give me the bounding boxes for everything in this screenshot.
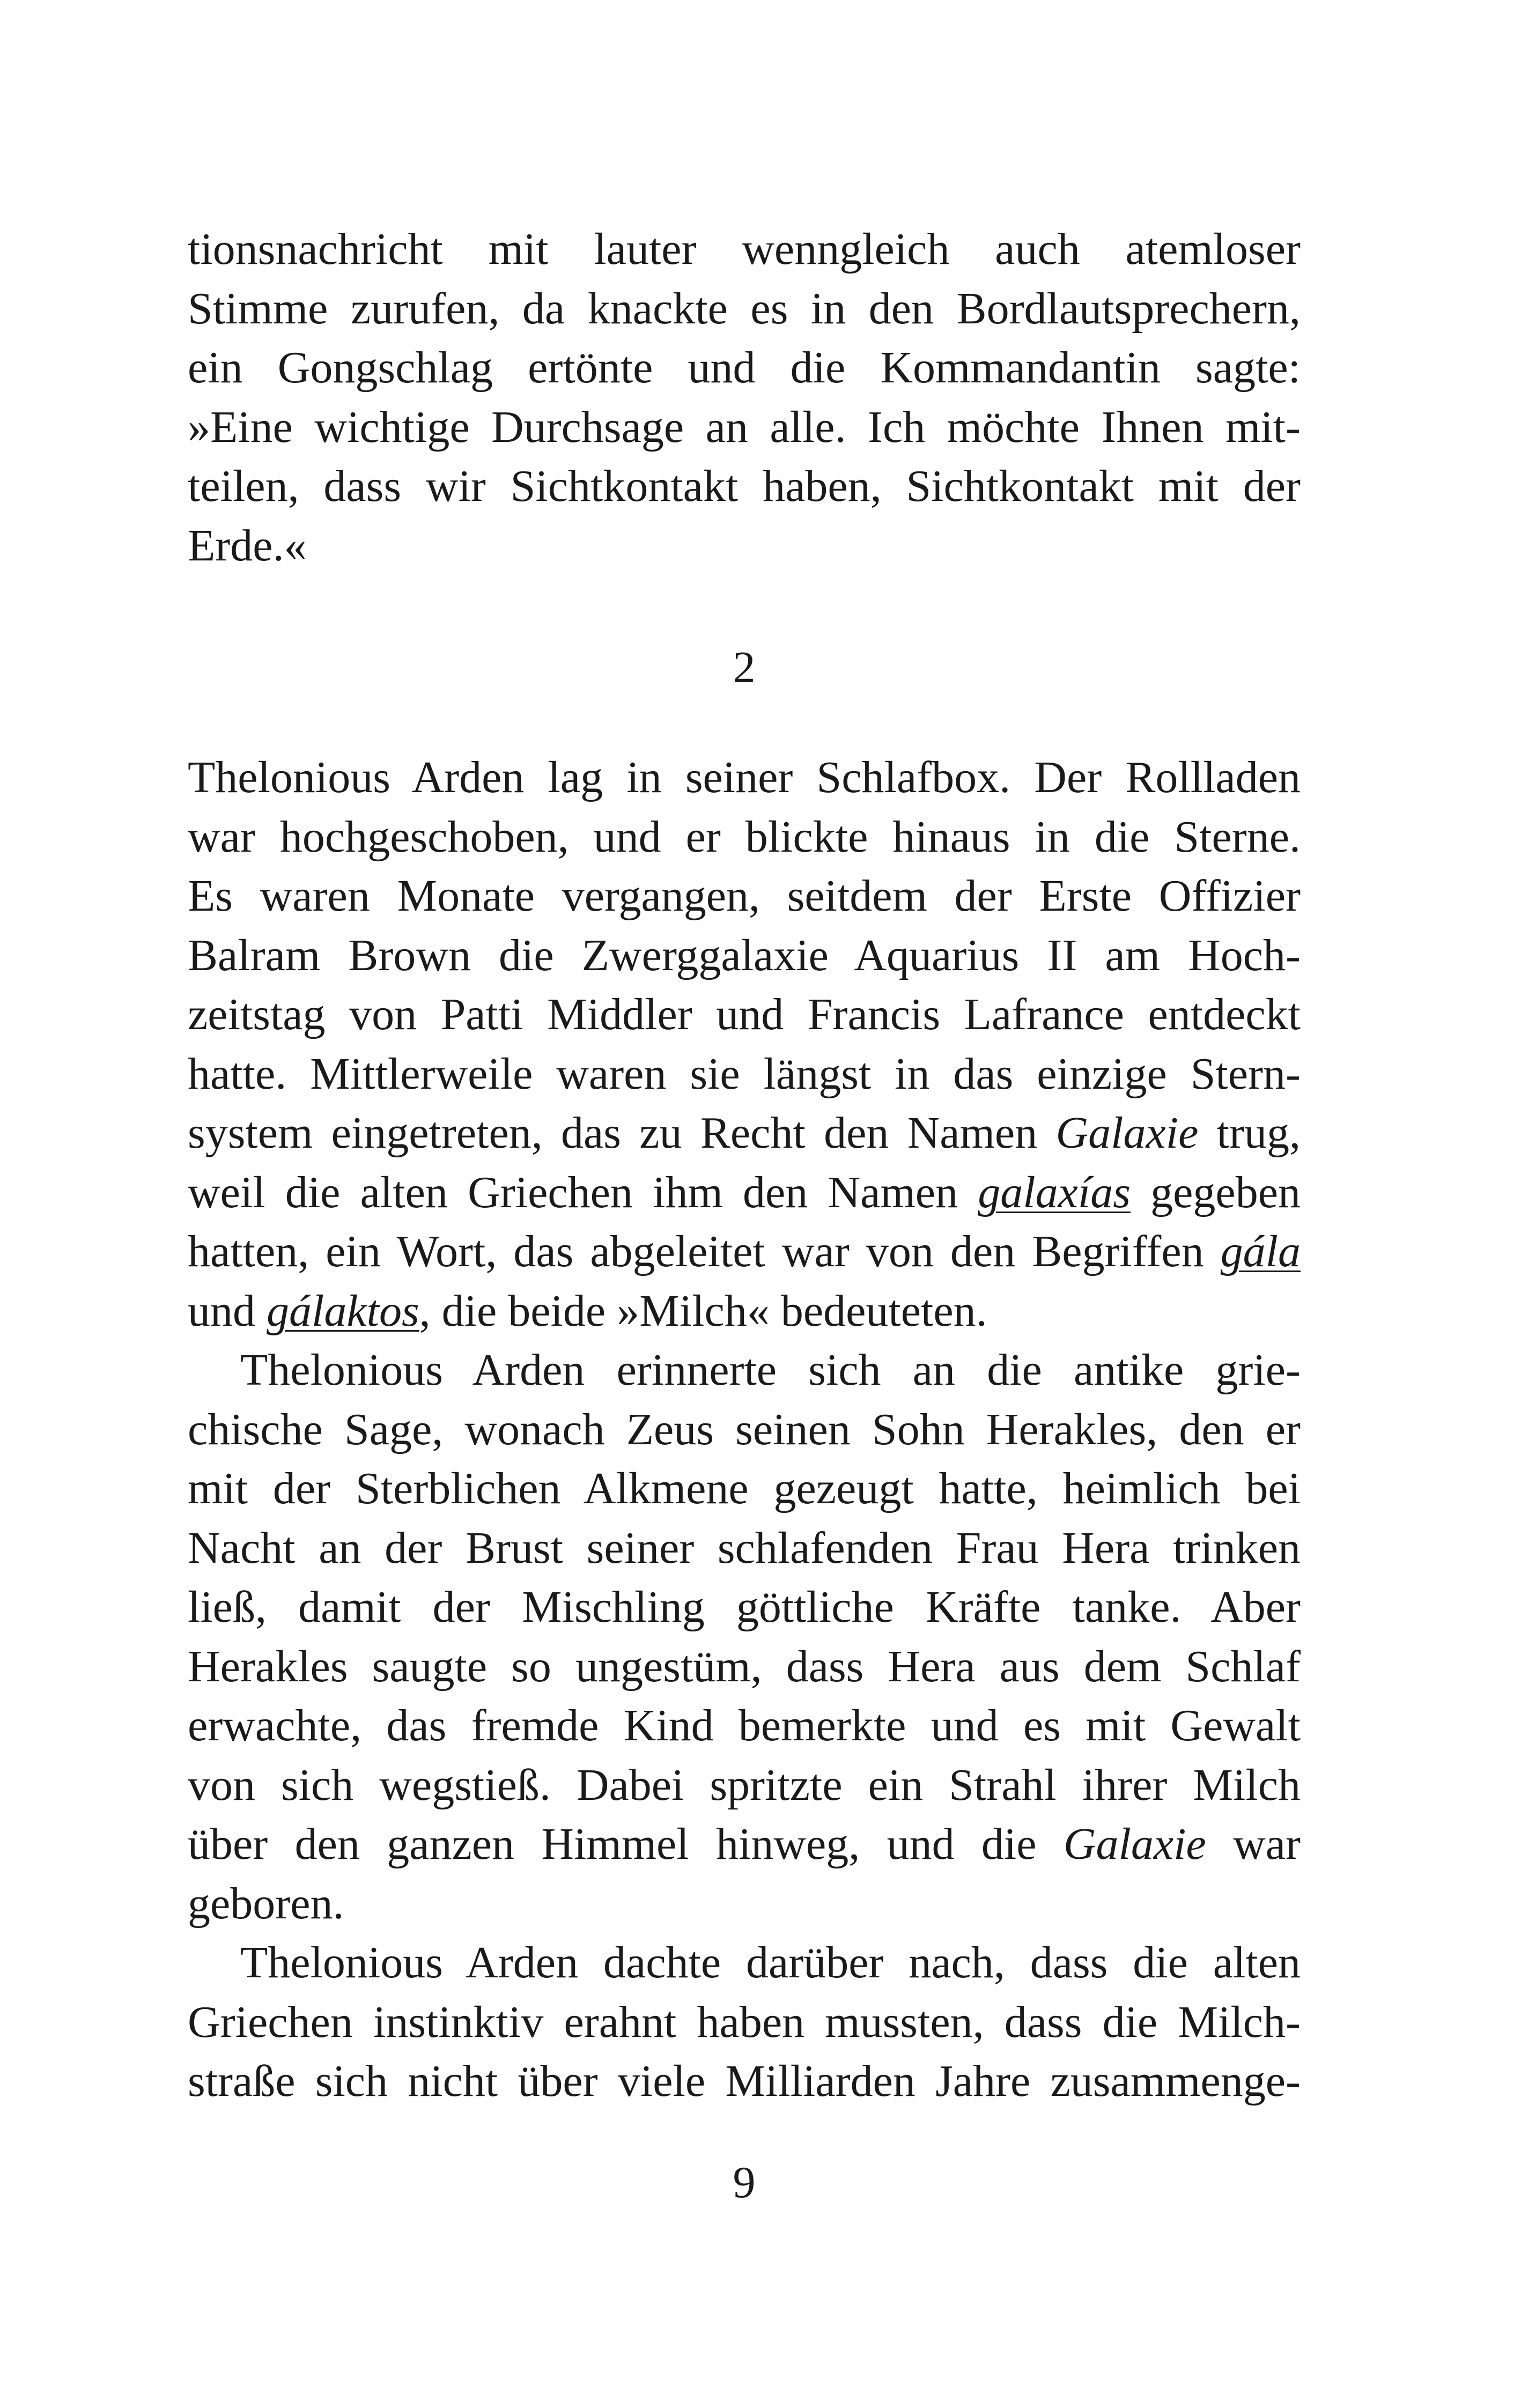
text-line: geboren.	[188, 1878, 344, 1929]
italic-term: galaxías	[978, 1167, 1131, 1217]
text-segment: weil die alten Griechen ihm den Namen	[188, 1167, 978, 1217]
text-line: straße sich nicht über viele Milliarden Jahre zusammenge-	[188, 2056, 1301, 2106]
text-line	[188, 1222, 1301, 1282]
text-line: Stimme zurufen, da knackte es in den Bordlautsprechern,	[188, 283, 1301, 334]
text-segment: und	[188, 1286, 267, 1336]
chapter-body	[188, 748, 1301, 2111]
text-line: Herakles saugte so ungestüm, dass Hera aus dem Schlaf	[188, 1641, 1301, 1691]
text-line: war hochgeschoben, und er blickte hinaus in die Sterne.	[188, 811, 1301, 862]
text-line: »Eine wichtige Durchsage an alle. Ich möchte Ihnen mit-	[188, 402, 1301, 452]
italic-term: gála	[1220, 1227, 1301, 1276]
text-line: teilen, dass wir Sichtkontakt haben, Sichtkontakt mit der	[188, 461, 1301, 511]
text-line: Es waren Monate vergangen, seitdem der Erste Offizier	[188, 871, 1301, 921]
text-line: Erde.«	[188, 520, 307, 571]
text-line	[188, 1815, 1301, 1874]
text-segment: über den ganzen Himmel hinweg, und die	[188, 1819, 1064, 1869]
text-line: Thelonious Arden erinnerte sich an die antike grie-	[240, 1345, 1301, 1395]
text-line: mit der Sterblichen Alkmene gezeugt hatte, heimlich bei	[188, 1464, 1301, 1513]
text-line: erwachte, das fremde Kind bemerkte und es mit Gewalt	[188, 1701, 1301, 1750]
text-line: Balram Brown die Zwerggalaxie Aquarius II am Hoch-	[188, 930, 1301, 980]
text-line: hatte. Mittlerweile waren sie längst in das einzige Stern-	[188, 1048, 1301, 1099]
text-line: Thelonious Arden lag in seiner Schlafbox. Der Rollladen	[188, 752, 1301, 802]
text-line: ließ, damit der Mischling göttliche Kräfte tanke. Aber	[188, 1582, 1301, 1632]
text-line: Thelonious Arden dachte darüber nach, dass die alten	[240, 1938, 1301, 1988]
text-line: Nacht an der Brust seiner schlafenden Frau Hera trinken	[188, 1523, 1301, 1573]
chapter-number: 2	[733, 642, 756, 692]
italic-term: gálaktos	[267, 1286, 419, 1336]
text-segment: trug,	[1198, 1108, 1301, 1158]
text-line: zeitstag von Patti Middler und Francis Lafrance entdeckt	[188, 989, 1301, 1039]
text-segment: gegeben	[1130, 1167, 1301, 1217]
italic-term: Galaxie	[1055, 1108, 1199, 1158]
text-line: chische Sage, wonach Zeus seinen Sohn Herakles, den er	[188, 1404, 1301, 1454]
text-line: von sich wegstieß. Dabei spritzte ein Strahl ihrer Milch	[188, 1760, 1301, 1810]
text-line	[188, 1163, 1301, 1223]
text-line	[188, 1282, 1301, 1341]
italic-term: Galaxie	[1063, 1819, 1206, 1869]
text-segment: system eingetreten, das zu Recht den Namen	[188, 1108, 1056, 1158]
page-number: 9	[733, 2158, 756, 2207]
text-segment: , die beide »Milch« bedeuteten.	[419, 1286, 987, 1336]
text-line: Griechen instinktiv erahnt haben mussten, dass die Milch-	[188, 1997, 1301, 2047]
paragraph-continued	[188, 220, 1301, 575]
text-line	[188, 1104, 1301, 1163]
text-segment: hatten, ein Wort, das abgeleitet war von den Begriffen	[188, 1227, 1221, 1276]
text-line: ein Gongschlag ertönte und die Kommandantin sagte:	[188, 343, 1301, 393]
text-segment: war	[1206, 1819, 1301, 1869]
text-line: tionsnachricht mit lauter wenngleich auch atemloser	[188, 224, 1301, 274]
